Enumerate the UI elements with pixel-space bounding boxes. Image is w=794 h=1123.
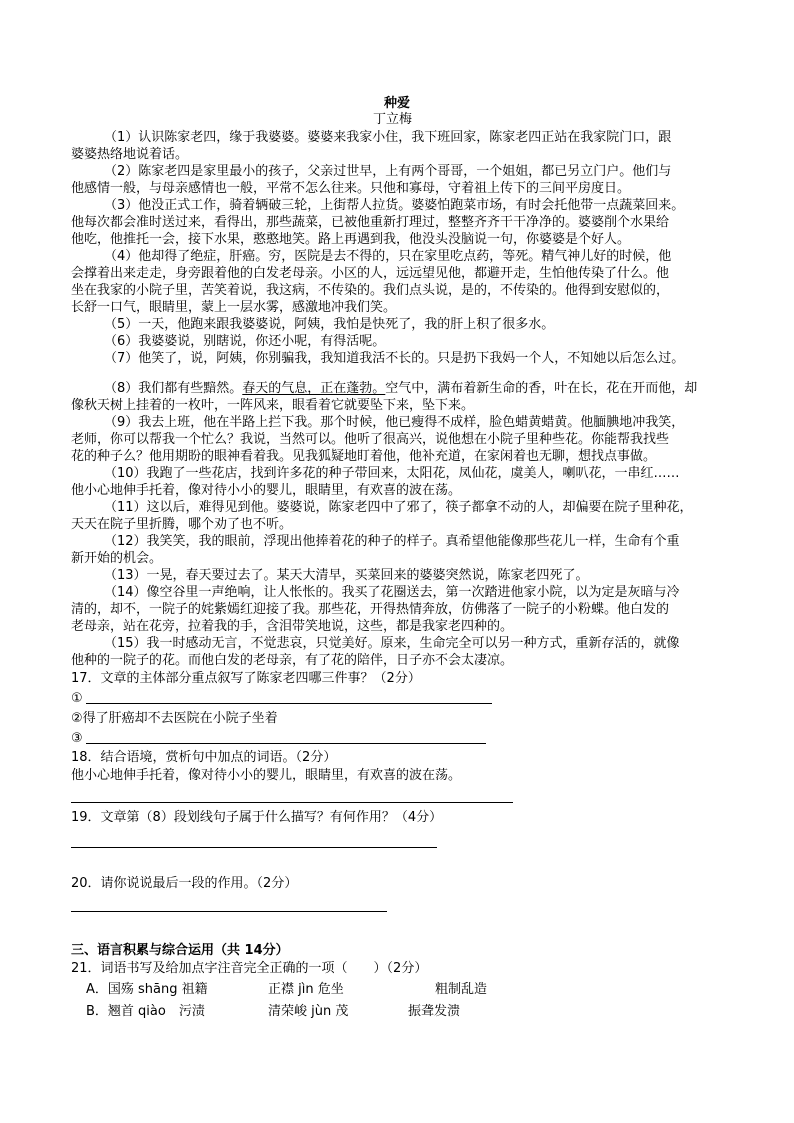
question-19: 19．文章第（8）段划线句子属于什么描写？有何作用？（4分） [71, 810, 443, 825]
article-line: 他感情一般，与母亲感情也一般，平常不怎么往来。只他和寡母，守着祖上传下的三间平房度日。 [71, 181, 631, 196]
paragraph-8-suffix: 空气中，满布着新生命的香，叶在长，花在开而他，却 [385, 381, 698, 396]
article-line: 像秋天树上挂着的一枚叶，一阵风来，眼看着它就要坠下来，坠下来。 [71, 398, 475, 413]
article-line: 花的种子么？他用期盼的眼神看着我。见我狐疑地盯着他，他补充道，在家闲着也无聊，想找点事做。 [71, 449, 657, 464]
article-line: 新开始的机会。 [71, 551, 163, 566]
article-line: 老母亲，站在花旁，拉着我的手，含泪带笑地说，这些，都是我家老四种的。 [71, 619, 514, 634]
option-a-part-1[interactable]: A．国殇 shāng 祖籍 [86, 982, 208, 997]
option-b-part-2: 清荣峻 jùn 茂 [268, 1004, 349, 1019]
article-line: （2）陈家老四是家里最小的孩子，父亲过世早，上有两个哥哥，一个姐姐，都已另立门户。他们与 [104, 164, 672, 179]
q18-sentence: 他小心地伸手托着，像对待小小的婴儿，眼睛里，有欢喜的波在荡。 [71, 768, 462, 783]
q17-item-2: ②得了肝癌却不去医院在小院子坐着 [71, 711, 278, 726]
article-line: 他每次都会准时送过来，看得出，那些蔬菜，已被他重新打理过，整整齐齐干干净净的。婆婆削个水果给 [71, 215, 670, 230]
answer-line[interactable] [71, 911, 387, 912]
article-line: （6）我婆婆说，别瞎说，你还小呢，有得活呢。 [104, 334, 386, 349]
article-line: 天天在院子里折腾，哪个劝了也不听。 [71, 517, 293, 532]
article-line: （5）一天，他跑来跟我婆婆说，阿姨，我怕是快死了，我的肝上积了很多水。 [104, 317, 555, 332]
answer-line[interactable] [71, 847, 437, 848]
paragraph-8-underlined-sentence: 春天的气息，正在蓬勃。 [242, 381, 386, 396]
article-line: （14）像空谷里一声绝响，让人怅怅的。我买了花圈送去，第一次踏进他家小院，以为定是灰暗与冷 [104, 585, 680, 600]
article-line: （3）他没正式工作，骑着辆破三轮，上街帮人拉货。婆婆怕跑菜市场，有时会托他带一点蔬菜回来。 [104, 198, 685, 213]
article-line: （13）一晃，春天要过去了。某天大清早，买菜回来的婆婆突然说，陈家老四死了。 [104, 568, 589, 583]
section-3-heading: 三、语言积累与综合运用（共 14分） [71, 943, 289, 958]
answer-line[interactable] [86, 743, 486, 744]
article-line: 清的，却不，一院子的姹紫嫣红迎接了我。那些花，开得热情奔放，仿佛落了一院子的小粉蝶。他白发的 [71, 602, 670, 617]
option-b-part-1[interactable]: B．翘首 qiào 污渍 [86, 1004, 205, 1019]
article-line: 婆婆热络地说着话。 [71, 147, 189, 162]
question-20: 20．请你说说最后一段的作用。（2分） [71, 876, 298, 891]
article-title: 种爱 [384, 96, 411, 111]
option-a-part-2: 正襟 jìn 危坐 [268, 982, 344, 997]
article-line: 长舒一口气，眼睛里，蒙上一层水雾，感激地冲我们笑。 [71, 300, 397, 315]
article-line: 老师，你可以帮我一个忙么？我说，当然可以。他听了很高兴，说他想在小院子里种些花。你能帮我找些 [71, 432, 670, 447]
paragraph-8-prefix: （8）我们都有些黯然。 [104, 381, 243, 396]
question-18: 18．结合语境，赏析句中加点的词语。（2分） [71, 750, 337, 765]
q17-item-1-label: ① [71, 691, 83, 706]
article-line: （12）我笑笑，我的眼前，浮现出他捧着花的种子的样子。真希望他能像那些花儿一样，生命有个重 [104, 534, 680, 549]
option-a-part-3: 粗制乱造 [435, 982, 488, 997]
q17-item-3-label: ③ [71, 731, 83, 746]
question-17: 17．文章的主体部分重点叙写了陈家老四哪三件事？（2分） [71, 671, 421, 686]
article-line: 他小心地伸手托着，像对待小小的婴儿，眼睛里，有欢喜的波在荡。 [71, 483, 462, 498]
paragraph-8-line [104, 381, 697, 397]
answer-line[interactable] [71, 802, 513, 803]
article-line: 他吃，他推托一会，接下水果，憨憨地笑。路上再遇到我，他没头没脑说一句，你婆婆是个好人。 [71, 232, 631, 247]
article-line: （9）我去上班，他在半路上拦下我。那个时候，他已瘦得不成样，脸色蜡黄蜡黄。他腼腆地冲我笑， [104, 415, 685, 430]
answer-line[interactable] [86, 703, 492, 704]
article-line: （11）这以后，难得见到他。婆婆说，陈家老四中了邪了，筷子都拿不动的人，却偏要在院子里种花， [104, 500, 693, 515]
article-line: 坐在我家的小院子里，苦笑着说，我这病，不传染的。我们点头说，是的，不传染的。他得到安慰似的， [71, 283, 670, 298]
article-line: （10）我跑了一些花店，找到许多花的种子带回来，太阳花，凤仙花，虞美人，喇叭花，一串红…… [104, 466, 680, 481]
article-line: 会撑着出来走走，身旁跟着他的白发老母亲。小区的人，远远望见他，都避开走，生怕他传染了什么。他 [71, 266, 670, 281]
article-author: 丁立梅 [373, 112, 413, 127]
article-line: 他种的一院子的花。而他白发的老母亲，有了花的陪伴，日子亦不会太凄凉。 [71, 653, 514, 668]
option-b-part-3: 振聋发溃 [408, 1004, 461, 1019]
article-line: （15）我一时感动无言，不觉悲哀，只觉美好。原来，生命完全可以另一种方式，重新存活的，就像 [104, 636, 680, 651]
article-line: （7）他笑了，说，阿姨，你别骗我，我知道我活不长的。只是扔下我妈一个人，不知她以后怎么过。 [104, 351, 685, 366]
article-line: （4）他却得了绝症，肝癌。穷，医院是去不得的，只在家里吃点药，等死。精气神儿好的时候，他 [104, 249, 672, 264]
question-21: 21．词语书写及给加点字注音完全正确的一项（ ）（2分） [71, 961, 428, 976]
article-line: （1）认识陈家老四，缘于我婆婆。婆婆来我家小住，我下班回家，陈家老四正站在我家院门口，跟 [104, 130, 672, 145]
